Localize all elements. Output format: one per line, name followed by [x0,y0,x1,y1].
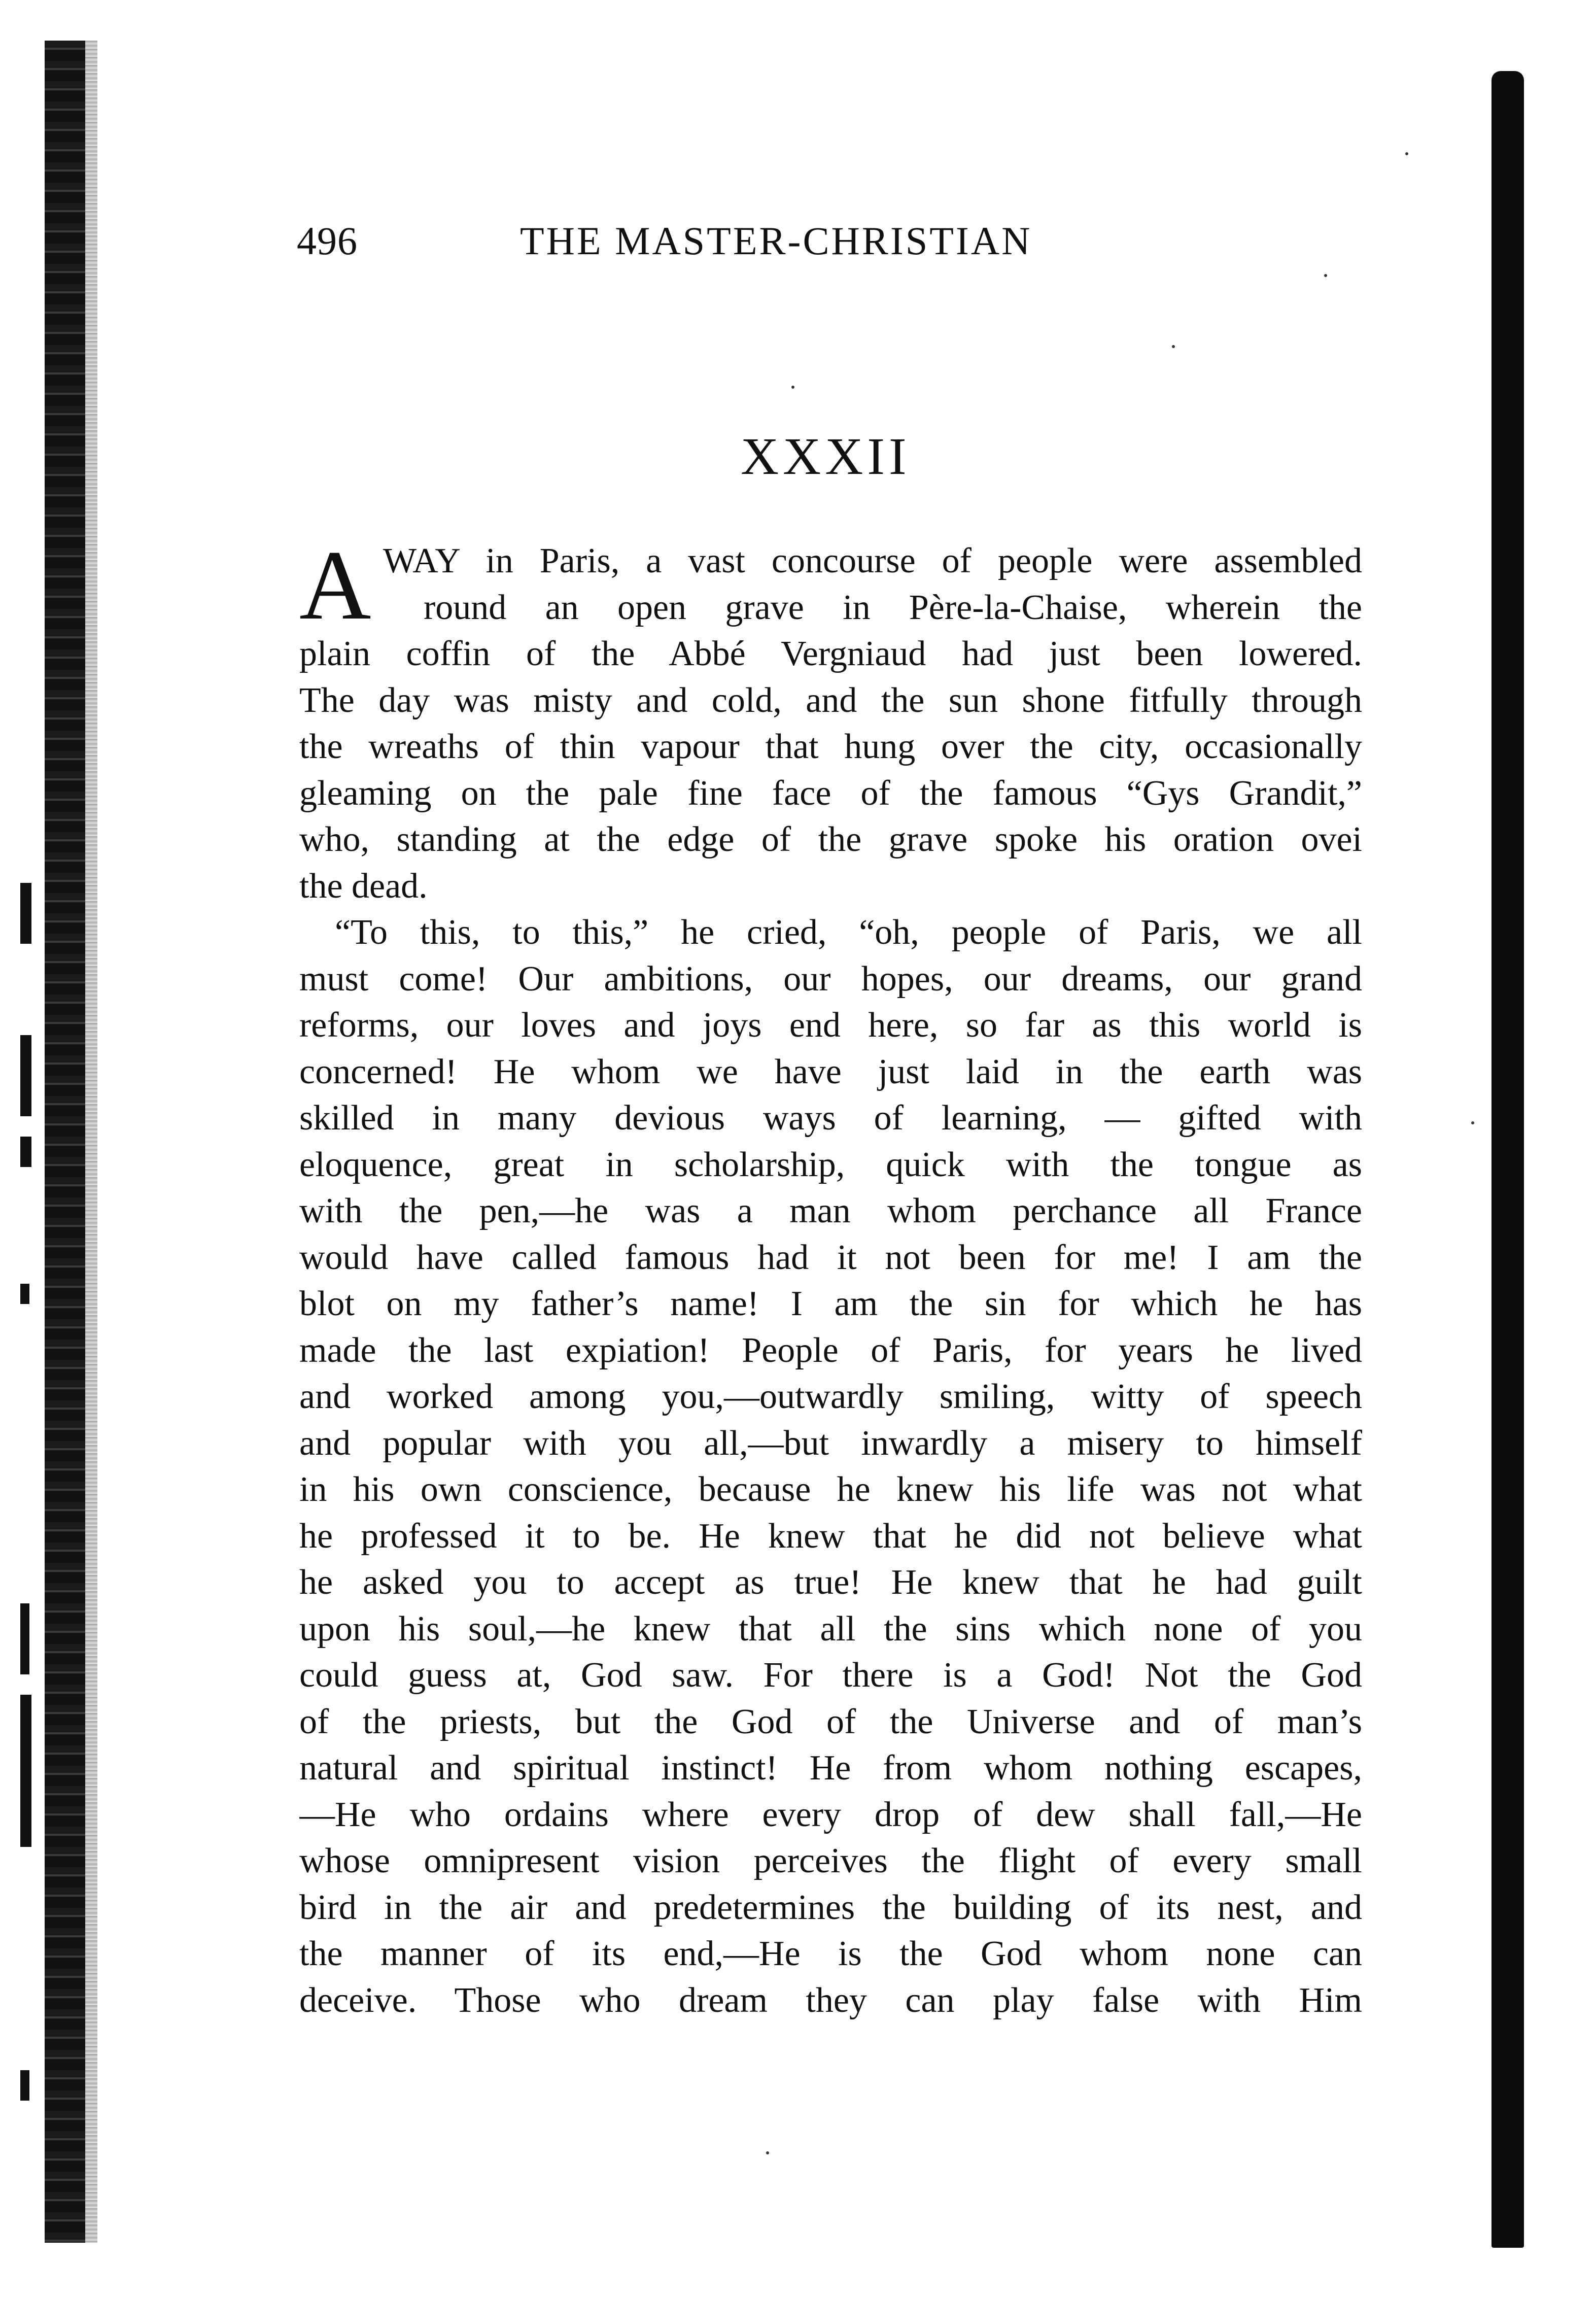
text-line: “To this, to this,” he cried, “oh, people of Paris, we all [335,913,1362,952]
text-line: would have called famous had it not been for me! I am the [299,1238,1362,1277]
text-line: whose omnipresent vision perceives the flight of every small [299,1841,1362,1880]
binding-edge-fringe [85,41,97,2243]
text-line: eloquence, great in scholarship, quick with the tongue as [299,1145,1362,1184]
text-line: round an open grave in Père-la-Chaise, wherein the [424,588,1362,627]
text-line: natural and spiritual instinct! He from whom nothing escapes, [299,1748,1362,1788]
binding-edge-left [45,41,85,2243]
gutter-mark [20,1035,31,1116]
scan-speck [791,386,794,389]
text-line: in his own conscience, because he knew his life was not what [299,1470,1362,1509]
text-line: upon his soul,—he knew that all the sins which none of you [299,1609,1362,1649]
text-line: the dead. [299,866,428,906]
text-line: and popular with you all,—but inwardly a misery to himself [299,1423,1362,1463]
text-line: and worked among you,—outwardly smiling, witty of speech [299,1377,1362,1416]
scan-speck [1471,1121,1474,1124]
text-line: blot on my father’s name! I am the sin for which he has [299,1284,1362,1323]
text-line: could guess at, God saw. For there is a God! Not the God [299,1656,1362,1695]
binding-edge-right [1491,71,1524,2248]
scan-speck [1324,274,1327,277]
text-line: concerned! He whom we have just laid in the earth was [299,1052,1362,1091]
chapter-heading: XXXII [741,427,911,486]
text-line: bird in the air and predetermines the building of its nest, and [299,1888,1362,1927]
text-line: skilled in many devious ways of learning, — gifted with [299,1099,1362,1138]
text-line: with the pen,—he was a man whom perchance all France [299,1191,1362,1230]
text-line: the wreaths of thin vapour that hung over the city, occasionally [299,727,1362,766]
gutter-mark [20,1603,29,1674]
scan-speck [1172,345,1175,348]
gutter-mark [20,1137,31,1167]
text-line: —He who ordains where every drop of dew shall fall,—He [299,1795,1362,1834]
scan-speck [766,2151,769,2154]
running-header [297,218,1261,274]
body-text [299,530,1362,2023]
gutter-mark [20,2070,29,2101]
scan-speck [1405,152,1408,155]
text-line: must come! Our ambitions, our hopes, our dreams, our grand [299,959,1362,999]
gutter-mark [20,1284,29,1304]
text-line: made the last expiation! People of Paris, for years he lived [299,1330,1362,1370]
gutter-mark [20,1695,31,1847]
text-line: The day was misty and cold, and the sun shone fitfully through [299,680,1362,720]
text-line: he professed it to be. He knew that he did not believe what [299,1516,1362,1556]
page-number: 496 [297,219,358,263]
gutter-mark [20,883,31,944]
text-line: of the priests, but the God of the Universe and of man’s [299,1702,1362,1741]
text-line: he asked you to accept as true! He knew that he had guilt [299,1563,1362,1602]
text-line: deceive. Those who dream they can play false with Him [299,1980,1362,2020]
running-title: THE MASTER-CHRISTIAN [520,219,1032,263]
text-line: plain coffin of the Abbé Vergniaud had just been lowered. [299,634,1362,673]
text-line: who, standing at the edge of the grave spoke his oration ovei [299,820,1362,859]
text-line: WAY in Paris, a vast concourse of people were assembled [383,541,1362,580]
text-line: the manner of its end,—He is the God whom none can [299,1934,1362,1973]
text-line: reforms, our loves and joys end here, so far as this world is [299,1006,1362,1045]
text-line: gleaming on the pale fine face of the famous “Gys Grandit,” [299,773,1362,813]
drop-cap: A [299,530,371,640]
gutter-marks [15,863,46,2182]
